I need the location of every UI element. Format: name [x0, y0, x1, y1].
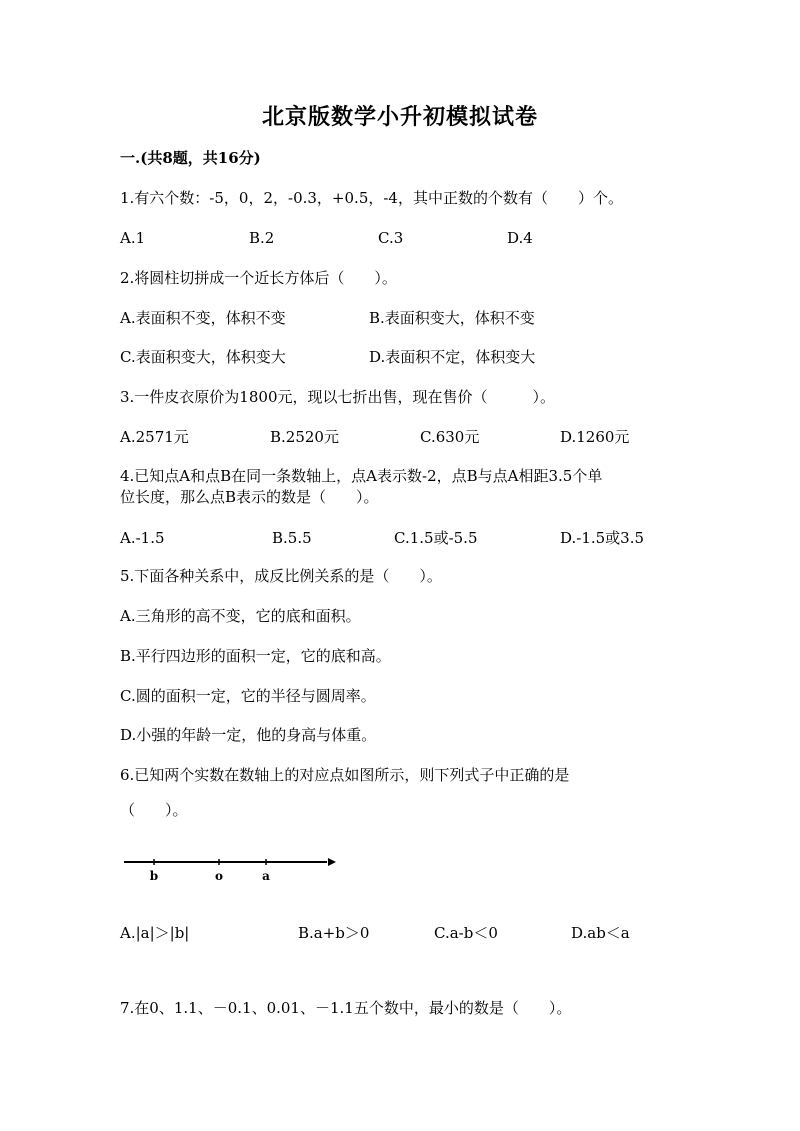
question-6-text-line1: 6.已知两个实数在数轴上的对应点如图所示，则下列式子中正确的是 [120, 766, 570, 784]
q2-option-a: A.表面积不变，体积不变 [120, 309, 286, 327]
question-2-text: 2.将圆柱切拼成一个近长方体后（ ）。 [120, 269, 397, 287]
label-o: o [214, 869, 224, 883]
q1-option-d: D.4 [507, 229, 533, 247]
arrow-right-icon [328, 858, 336, 866]
q3-option-b: B.2520元 [270, 428, 339, 446]
q5-option-a: A.三角形的高不变，它的底和面积。 [120, 607, 361, 625]
question-4-text-line2: 位长度，那么点B表示的数是（ ）。 [120, 488, 379, 506]
question-1-text: 1.有六个数：-5，0，2，-0.3，+0.5，-4，其中正数的个数有（ ）个。 [120, 189, 623, 207]
q6-option-a: A.|a|＞|b| [120, 924, 190, 942]
q3-option-d: D.1260元 [560, 428, 630, 446]
question-4-text-line1: 4.已知点A和点B在同一条数轴上，点A表示数-2，点B与点A相距3.5个单 [120, 467, 603, 485]
label-a: a [262, 869, 270, 883]
q2-option-d: D.表面积不定，体积变大 [369, 348, 536, 366]
q6-option-d: D.ab＜a [571, 924, 630, 942]
q5-option-c: C.圆的面积一定，它的半径与圆周率。 [120, 687, 376, 705]
q4-option-c: C.1.5或-5.5 [394, 529, 478, 547]
question-6-text-line2: （ ）。 [120, 801, 188, 819]
q1-option-a: A.1 [120, 229, 146, 247]
label-b: b [149, 869, 159, 883]
q3-option-a: A.2571元 [120, 428, 189, 446]
q5-option-b: B.平行四边形的面积一定，它的底和高。 [120, 647, 391, 665]
question-3-text: 3.一件皮衣原价为1800元，现以七折出售，现在售价（ ）。 [120, 388, 555, 406]
q4-option-a: A.-1.5 [120, 529, 165, 547]
question-5-text: 5.下面各种关系中，成反比例关系的是（ ）。 [120, 567, 442, 585]
q2-option-b: B.表面积变大，体积不变 [369, 309, 535, 327]
q4-option-d: D.-1.5或3.5 [560, 529, 645, 547]
q2-option-c: C.表面积变大，体积变大 [120, 348, 286, 366]
q1-option-b: B.2 [249, 229, 275, 247]
q1-option-c: C.3 [378, 229, 404, 247]
page-title: 北京版数学小升初模拟试卷 [261, 104, 538, 130]
number-line-figure [122, 850, 337, 885]
q5-option-d: D.小强的年龄一定，他的身高与体重。 [120, 726, 377, 744]
section-header: 一.(共8题，共16分) [120, 149, 261, 167]
q4-option-b: B.5.5 [272, 529, 312, 547]
q6-option-c: C.a-b＜0 [434, 924, 498, 942]
q6-option-b: B.a+b＞0 [298, 924, 370, 942]
q3-option-c: C.630元 [420, 428, 480, 446]
question-7-text: 7.在0、1.1、－0.1、0.01、－1.1五个数中，最小的数是（ ）。 [120, 999, 572, 1017]
